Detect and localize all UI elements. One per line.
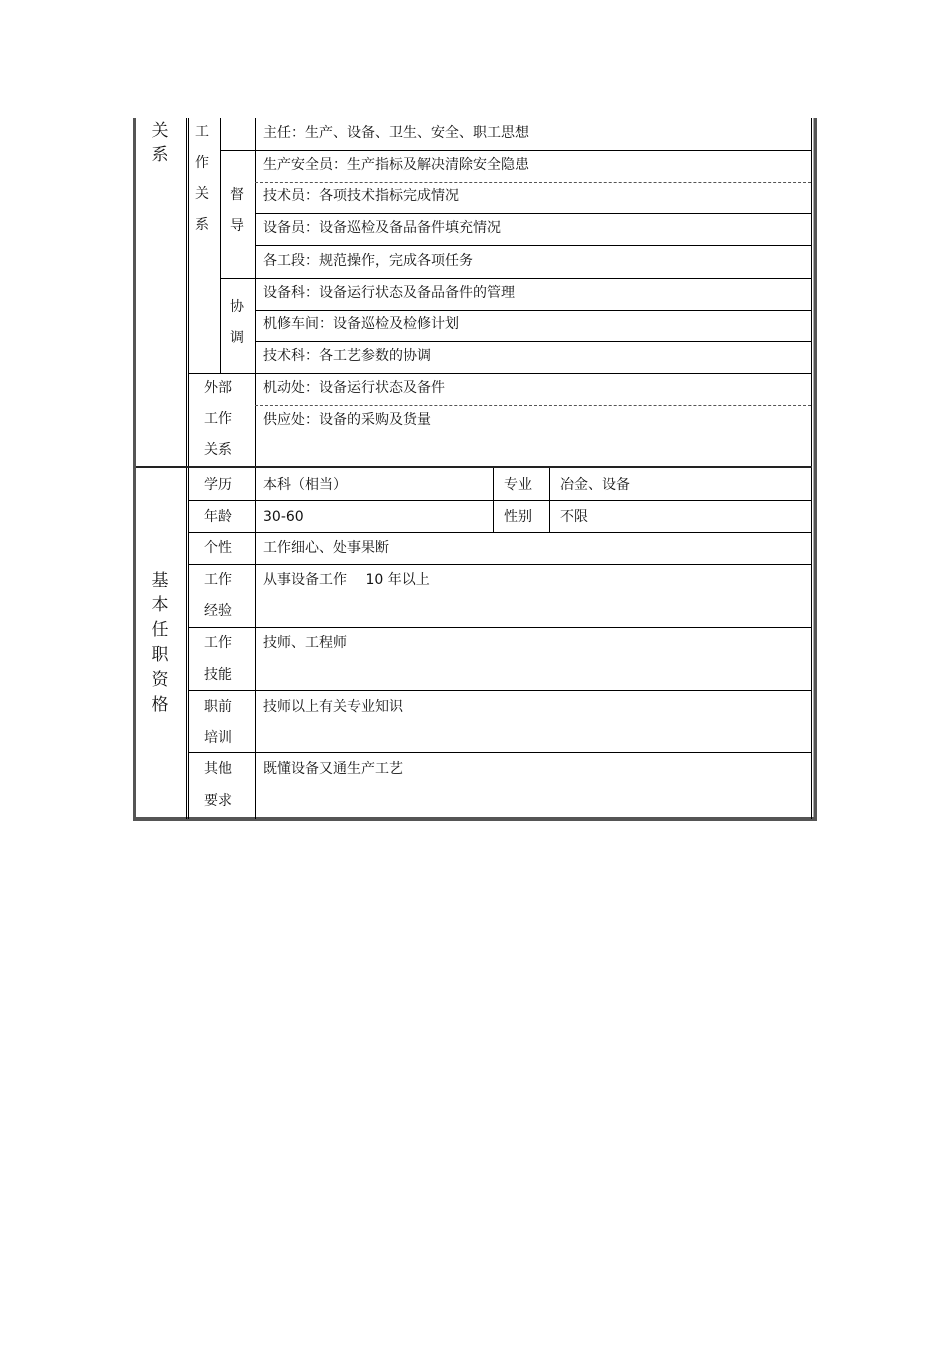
divider bbox=[255, 118, 256, 819]
skills-value: 技师、工程师 bbox=[263, 635, 347, 651]
section-label-qualifications-4: 职 bbox=[151, 645, 169, 665]
divider bbox=[188, 564, 812, 565]
other-requirements-value: 既懂设备又通生产工艺 bbox=[263, 761, 403, 777]
divider bbox=[255, 182, 811, 183]
skills-label-1: 工作 bbox=[204, 635, 232, 651]
divider bbox=[188, 467, 189, 819]
relation-row-supervise-4: 各工段：规范操作，完成各项任务 bbox=[263, 253, 473, 269]
experience-label-1: 工作 bbox=[204, 572, 232, 588]
personality-value: 工作细心、处事果断 bbox=[263, 540, 389, 556]
section-label-qualifications-2: 本 bbox=[151, 595, 169, 615]
divider bbox=[255, 213, 812, 214]
divider bbox=[188, 752, 812, 753]
age-value: 30-60 bbox=[263, 509, 304, 525]
divider bbox=[220, 118, 221, 373]
section-label-qualifications-1: 基 bbox=[151, 571, 169, 591]
divider bbox=[186, 467, 187, 819]
section-label-relations-1: 关 bbox=[151, 121, 169, 141]
section-label-qualifications-3: 任 bbox=[151, 620, 169, 640]
work-relations-label-2: 作 bbox=[195, 155, 209, 171]
relation-row-coordinate-1: 设备科：设备运行状态及备品备件的管理 bbox=[263, 285, 515, 301]
experience-value: 从事设备工作 10 年以上 bbox=[263, 572, 430, 588]
divider bbox=[188, 532, 812, 533]
divider bbox=[811, 118, 812, 819]
work-relations-label-1: 工 bbox=[195, 124, 209, 140]
supervise-label-1: 督 bbox=[230, 187, 244, 203]
coordinate-label-2: 调 bbox=[230, 330, 244, 346]
divider bbox=[255, 245, 812, 246]
relation-row-external-1: 机动处：设备运行状态及备件 bbox=[263, 380, 445, 396]
relation-row-coordinate-2: 机修车间：设备巡检及检修计划 bbox=[263, 316, 459, 332]
age-label: 年龄 bbox=[204, 509, 232, 525]
education-label: 学历 bbox=[204, 477, 232, 493]
external-relations-label-3: 关系 bbox=[204, 442, 232, 458]
divider bbox=[255, 310, 812, 311]
divider bbox=[188, 373, 812, 374]
relation-row-supervise-1: 生产安全员：生产指标及解决清除安全隐患 bbox=[263, 157, 529, 173]
section-label-qualifications-6: 格 bbox=[151, 695, 169, 715]
gender-label: 性别 bbox=[504, 509, 532, 525]
work-relations-label-4: 系 bbox=[195, 217, 209, 233]
relation-row-director: 主任：生产、设备、卫生、安全、职工思想 bbox=[263, 125, 529, 141]
section-label-relations-2: 系 bbox=[151, 145, 169, 165]
other-requirements-label-2: 要求 bbox=[204, 793, 232, 809]
divider bbox=[186, 118, 187, 467]
skills-label-2: 技能 bbox=[204, 667, 232, 683]
training-label-2: 培训 bbox=[204, 730, 232, 746]
major-value: 冶金、设备 bbox=[560, 477, 630, 493]
divider bbox=[188, 118, 189, 467]
relation-row-supervise-2: 技术员：各项技术指标完成情况 bbox=[263, 188, 459, 204]
major-label: 专业 bbox=[504, 477, 532, 493]
section-label-qualifications-5: 资 bbox=[151, 670, 169, 690]
education-value: 本科（相当） bbox=[263, 477, 347, 493]
divider bbox=[188, 627, 812, 628]
external-relations-label-1: 外部 bbox=[204, 380, 232, 396]
experience-label-2: 经验 bbox=[204, 603, 232, 619]
relation-row-coordinate-3: 技术科：各工艺参数的协调 bbox=[263, 348, 431, 364]
training-value: 技师以上有关专业知识 bbox=[263, 699, 403, 715]
divider bbox=[188, 690, 812, 691]
personality-label: 个性 bbox=[204, 540, 232, 556]
divider bbox=[255, 341, 812, 342]
relation-row-supervise-3: 设备员：设备巡检及备品备件填充情况 bbox=[263, 220, 501, 236]
divider bbox=[255, 405, 811, 406]
other-requirements-label-1: 其他 bbox=[204, 761, 232, 777]
coordinate-label-1: 协 bbox=[230, 299, 244, 315]
section-divider bbox=[136, 466, 812, 468]
divider bbox=[220, 150, 812, 151]
supervise-label-2: 导 bbox=[230, 218, 244, 234]
gender-value: 不限 bbox=[560, 509, 588, 525]
divider bbox=[220, 278, 812, 279]
relation-row-external-2: 供应处：设备的采购及货量 bbox=[263, 412, 431, 428]
external-relations-label-2: 工作 bbox=[204, 411, 232, 427]
divider bbox=[188, 500, 812, 501]
work-relations-label-3: 关 bbox=[195, 186, 209, 202]
training-label-1: 职前 bbox=[204, 699, 232, 715]
